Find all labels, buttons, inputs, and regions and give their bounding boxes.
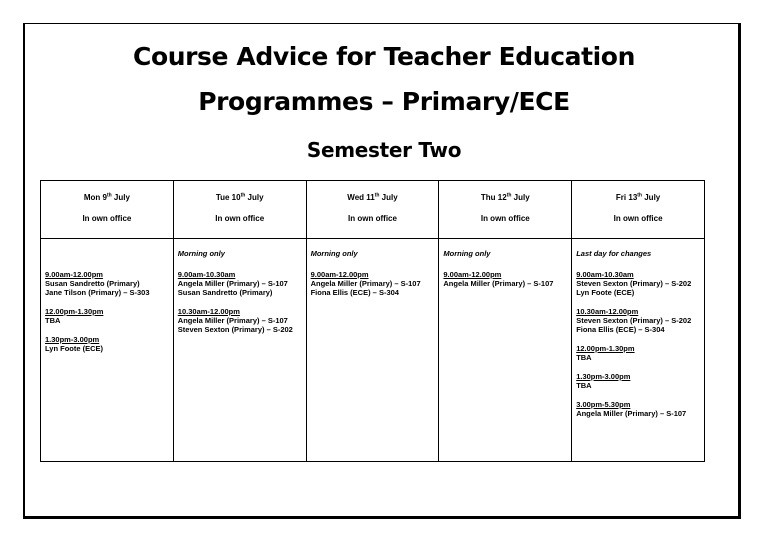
day-name: Wed 11 bbox=[347, 193, 375, 202]
schedule-body-row bbox=[41, 239, 705, 462]
slot-time: 3.00pm-5.30pm bbox=[576, 400, 631, 409]
time-slot bbox=[576, 307, 700, 334]
day-header-cell bbox=[439, 181, 572, 239]
day-schedule-cell bbox=[41, 239, 174, 462]
time-slot bbox=[576, 372, 700, 390]
slot-time: 12.00pm-1.30pm bbox=[576, 344, 635, 353]
document-subtitle: Semester Two bbox=[306, 138, 462, 162]
schedule-header-row bbox=[41, 181, 705, 239]
day-schedule-cell bbox=[173, 239, 306, 462]
day-month: July bbox=[113, 193, 130, 202]
day-name: Mon 9 bbox=[83, 193, 107, 202]
slot-time: 1.30pm-3.00pm bbox=[576, 372, 631, 381]
slot-advisor: Angela Miller (Primary) – S-107 bbox=[576, 409, 687, 418]
slot-advisor: Lyn Foote (ECE) bbox=[576, 288, 635, 297]
day-location: In own office bbox=[215, 214, 265, 223]
time-slot bbox=[45, 270, 169, 297]
day-month: July bbox=[381, 193, 398, 202]
day-ordinal: th bbox=[106, 192, 112, 199]
day-note: Last day for changes bbox=[576, 249, 652, 258]
day-schedule-cell bbox=[572, 239, 705, 462]
day-heading bbox=[41, 193, 173, 203]
day-heading bbox=[307, 193, 439, 203]
day-schedule-cell bbox=[306, 239, 439, 462]
time-slot bbox=[576, 344, 700, 362]
day-location: In own office bbox=[613, 214, 663, 223]
slot-advisor: Susan Sandretto (Primary) bbox=[177, 288, 273, 297]
day-ordinal: th bbox=[506, 192, 512, 199]
time-slot bbox=[443, 270, 567, 288]
day-heading bbox=[174, 193, 306, 203]
day-month: July bbox=[644, 193, 661, 202]
slot-time: 10.30am-12.00pm bbox=[576, 307, 639, 316]
slot-time: 9.00am-10.30am bbox=[177, 270, 236, 279]
day-ordinal: th bbox=[240, 192, 246, 199]
slot-advisor: Steven Sexton (Primary) – S-202 bbox=[177, 325, 293, 334]
day-header-cell bbox=[306, 181, 439, 239]
slot-time: 9.00am-12.00pm bbox=[443, 270, 502, 279]
slot-advisor: Angela Miller (Primary) – S-107 bbox=[443, 279, 554, 288]
slot-time: 9.00am-12.00pm bbox=[310, 270, 369, 279]
day-note: Morning only bbox=[177, 249, 225, 258]
slot-time: 1.30pm-3.00pm bbox=[45, 335, 100, 344]
day-name: Thu 12 bbox=[480, 193, 507, 202]
slot-time: 12.00pm-1.30pm bbox=[45, 307, 104, 316]
time-slot bbox=[178, 270, 302, 297]
time-slot bbox=[178, 307, 302, 334]
day-note bbox=[45, 249, 169, 270]
document-title-line-2: Programmes – Primary/ECE bbox=[198, 87, 570, 116]
slot-advisor: TBA bbox=[576, 381, 592, 390]
day-note: Morning only bbox=[443, 249, 491, 258]
day-heading bbox=[572, 193, 704, 203]
document-title-line-1: Course Advice for Teacher Education bbox=[133, 42, 635, 71]
time-slot bbox=[311, 270, 435, 297]
time-slot bbox=[45, 307, 169, 325]
time-slot bbox=[576, 270, 700, 297]
slot-advisor: Lyn Foote (ECE) bbox=[45, 344, 104, 353]
slot-advisor: Angela Miller (Primary) – S-107 bbox=[177, 279, 288, 288]
day-header-cell bbox=[572, 181, 705, 239]
slot-advisor: Angela Miller (Primary) – S-107 bbox=[310, 279, 421, 288]
day-location: In own office bbox=[82, 214, 132, 223]
day-schedule-cell bbox=[439, 239, 572, 462]
slot-advisor: Jane Tilson (Primary) – S-303 bbox=[45, 288, 150, 297]
day-location: In own office bbox=[480, 214, 530, 223]
day-name: Tue 10 bbox=[215, 193, 241, 202]
slot-time: 9.00am-10.30am bbox=[576, 270, 634, 279]
slot-advisor: Steven Sexton (Primary) – S-202 bbox=[576, 279, 692, 288]
slot-time: 10.30am-12.00pm bbox=[177, 307, 240, 316]
slot-advisor: Fiona Ellis (ECE) – S-304 bbox=[310, 288, 399, 297]
time-slot bbox=[45, 335, 169, 353]
day-header-cell bbox=[41, 181, 174, 239]
day-note: Morning only bbox=[310, 249, 358, 258]
day-ordinal: th bbox=[374, 192, 380, 199]
day-heading bbox=[439, 193, 571, 203]
day-month: July bbox=[513, 193, 530, 202]
day-ordinal: th bbox=[637, 192, 642, 199]
slot-advisor: TBA bbox=[45, 316, 61, 325]
slot-advisor: Fiona Ellis (ECE) – S-304 bbox=[576, 325, 665, 334]
time-slot bbox=[576, 400, 700, 418]
slot-time: 9.00am-12.00pm bbox=[45, 270, 103, 279]
slot-advisor: Steven Sexton (Primary) – S-202 bbox=[576, 316, 692, 325]
day-location: In own office bbox=[348, 214, 397, 223]
slot-advisor: TBA bbox=[576, 353, 592, 362]
day-name: Fri 13 bbox=[615, 193, 638, 202]
slot-advisor: Angela Miller (Primary) – S-107 bbox=[177, 316, 288, 325]
day-month: July bbox=[247, 193, 264, 202]
schedule-table bbox=[40, 180, 705, 462]
day-header-cell bbox=[173, 181, 306, 239]
slot-advisor: Susan Sandretto (Primary) bbox=[45, 279, 140, 288]
